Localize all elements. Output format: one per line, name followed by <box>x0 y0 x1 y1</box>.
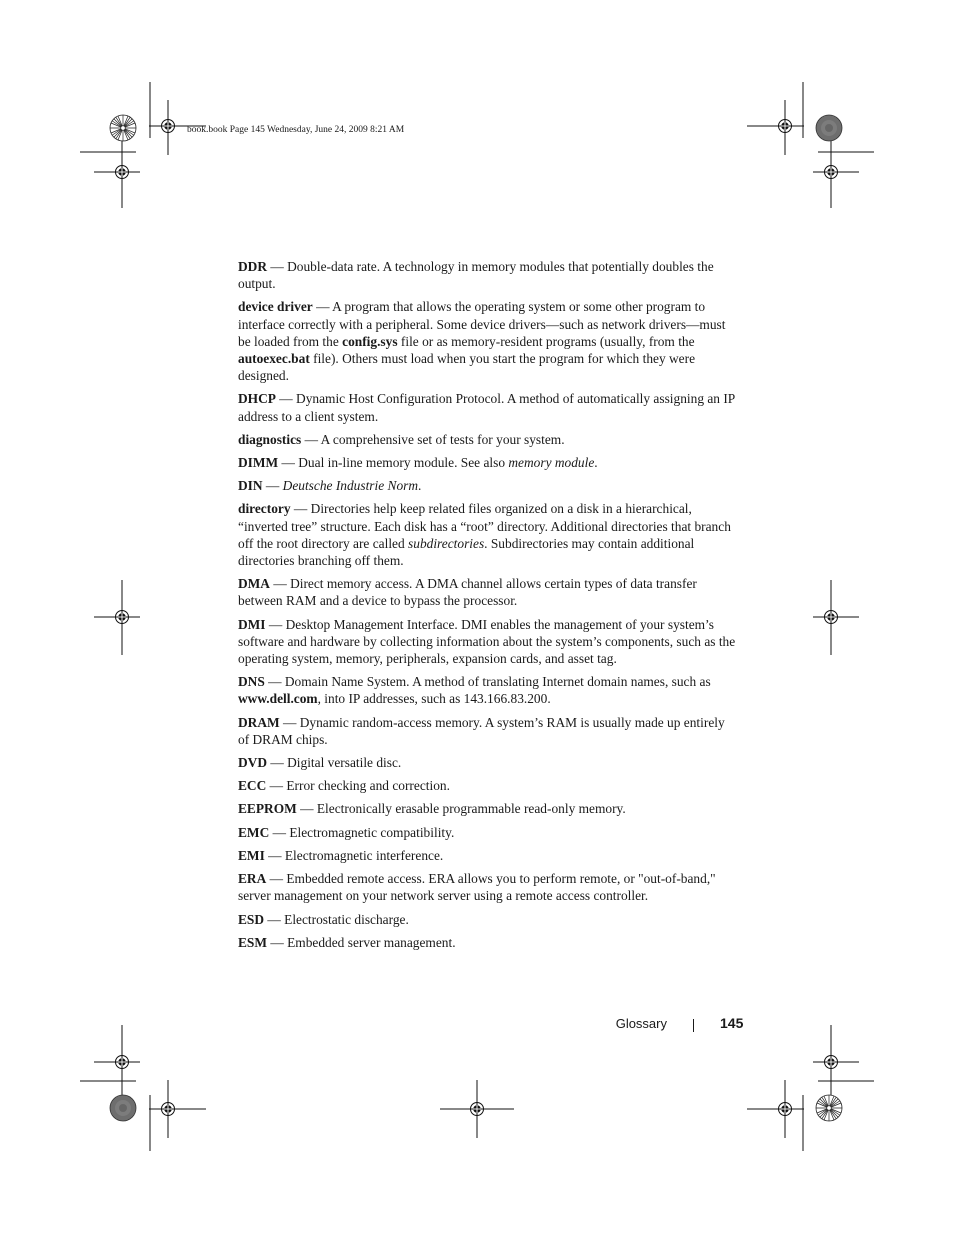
glossary-definition: — Directories help keep related files organized on a disk in a hierarchical, “inverted tree” structure. Each disk has a “root” directory. Additional directories that branch off the root directory are called subdirectories. Subdirectories may contain additional directories branching off them. <box>238 501 731 569</box>
glossary-definition: — Dual in-line memory module. See also memory module. <box>278 455 598 471</box>
registration-mark <box>819 160 843 184</box>
registration-mark <box>819 1050 843 1074</box>
glossary-term: EMC <box>238 824 270 840</box>
registration-mark <box>110 605 134 629</box>
glossary-definition: — Electrostatic discharge. <box>264 911 409 927</box>
glossary-definition: — Error checking and correction. <box>266 778 450 794</box>
glossary-term: device driver <box>238 299 313 315</box>
glossary-term: EEPROM <box>238 801 297 817</box>
glossary-term: DDR <box>238 259 268 274</box>
glossary-term: DIN <box>238 478 263 494</box>
registration-mark <box>110 160 134 184</box>
trim-lines <box>80 82 874 1151</box>
glossary-term: EMI <box>238 847 265 863</box>
registration-mark <box>156 114 180 138</box>
glossary-term: ESD <box>238 911 265 927</box>
glossary-definition: — Direct memory access. A DMA channel allows certain types of data transfer between RAM and a device to bypass the processor. <box>238 576 697 609</box>
glossary-definition: — Electromagnetic compatibility. <box>269 824 455 840</box>
grey-target-mark <box>816 115 842 141</box>
glossary-definition: — Deutsche Industrie Norm. <box>262 478 422 494</box>
registration-mark <box>819 605 843 629</box>
glossary-term: ECC <box>238 778 267 794</box>
glossary-term: DMA <box>238 576 270 592</box>
registration-mark <box>465 1097 489 1121</box>
glossary-term: DNS <box>238 674 265 690</box>
glossary-definition: — Double-data rate. A technology in memory modules that potentially doubles the output. <box>238 259 714 292</box>
grey-target-mark <box>110 1095 136 1121</box>
glossary-term: DMI <box>238 616 266 632</box>
glossary-term: diagnostics <box>238 431 302 447</box>
glossary-term: ERA <box>238 871 267 887</box>
glossary-term: directory <box>238 501 291 517</box>
glossary-definition: — Dynamic random-access memory. A system’s RAM is usually made up entirely of DRAM chips. <box>238 714 725 747</box>
glossary-term: DHCP <box>238 391 276 407</box>
registration-mark <box>773 114 797 138</box>
registration-mark <box>156 1097 180 1121</box>
glossary-definition: — A comprehensive set of tests for your system. <box>301 431 565 447</box>
glossary-definition: — Embedded remote access. ERA allows you to perform remote, or "out-of-band," server management on your network server using a remote access controller. <box>238 871 716 904</box>
star-target-mark <box>110 115 136 141</box>
page-number: 145 <box>720 1015 744 1031</box>
glossary-definition: — Desktop Management Interface. DMI enables the management of your system’s software and hardware by collecting information about the system’s components, such as the operating system, memory, peripherals, expansion cards, and asset tag. <box>238 616 736 667</box>
glossary-term: DVD <box>238 755 268 771</box>
print-header: book.book Page 145 Wednesday, June 24, 2009 8:21 AM <box>187 125 405 135</box>
star-target-mark <box>816 1095 842 1121</box>
registration-mark <box>110 1050 134 1074</box>
footer-section-title: Glossary <box>615 1016 667 1031</box>
glossary-definition: — Electromagnetic interference. <box>264 847 444 863</box>
glossary-definition: — Dynamic Host Configuration Protocol. A method of automatically assigning an IP address to a client system. <box>238 391 735 424</box>
glossary-term: DIMM <box>238 455 279 471</box>
glossary-definition: — Domain Name System. A method of translating Internet domain names, such as www.dell.com, into IP addresses, such as 143.166.83.200. <box>238 674 711 707</box>
glossary-term: DRAM <box>238 714 280 730</box>
glossary-term: ESM <box>238 934 268 950</box>
glossary-definition: — Electronically erasable programmable read-only memory. <box>296 801 626 817</box>
glossary-definition: — A program that allows the operating system or some other program to interface correctly with a peripheral. Some device drivers—such as network drivers—must be loaded from the config.sys file or as memory-resident programs (usually, from the autoexec.bat file). Others must load when you start the program for which they were designed. <box>238 299 726 384</box>
glossary-definition: — Embedded server management. <box>267 934 456 950</box>
glossary-definition: — Digital versatile disc. <box>267 755 402 771</box>
registration-mark <box>773 1097 797 1121</box>
